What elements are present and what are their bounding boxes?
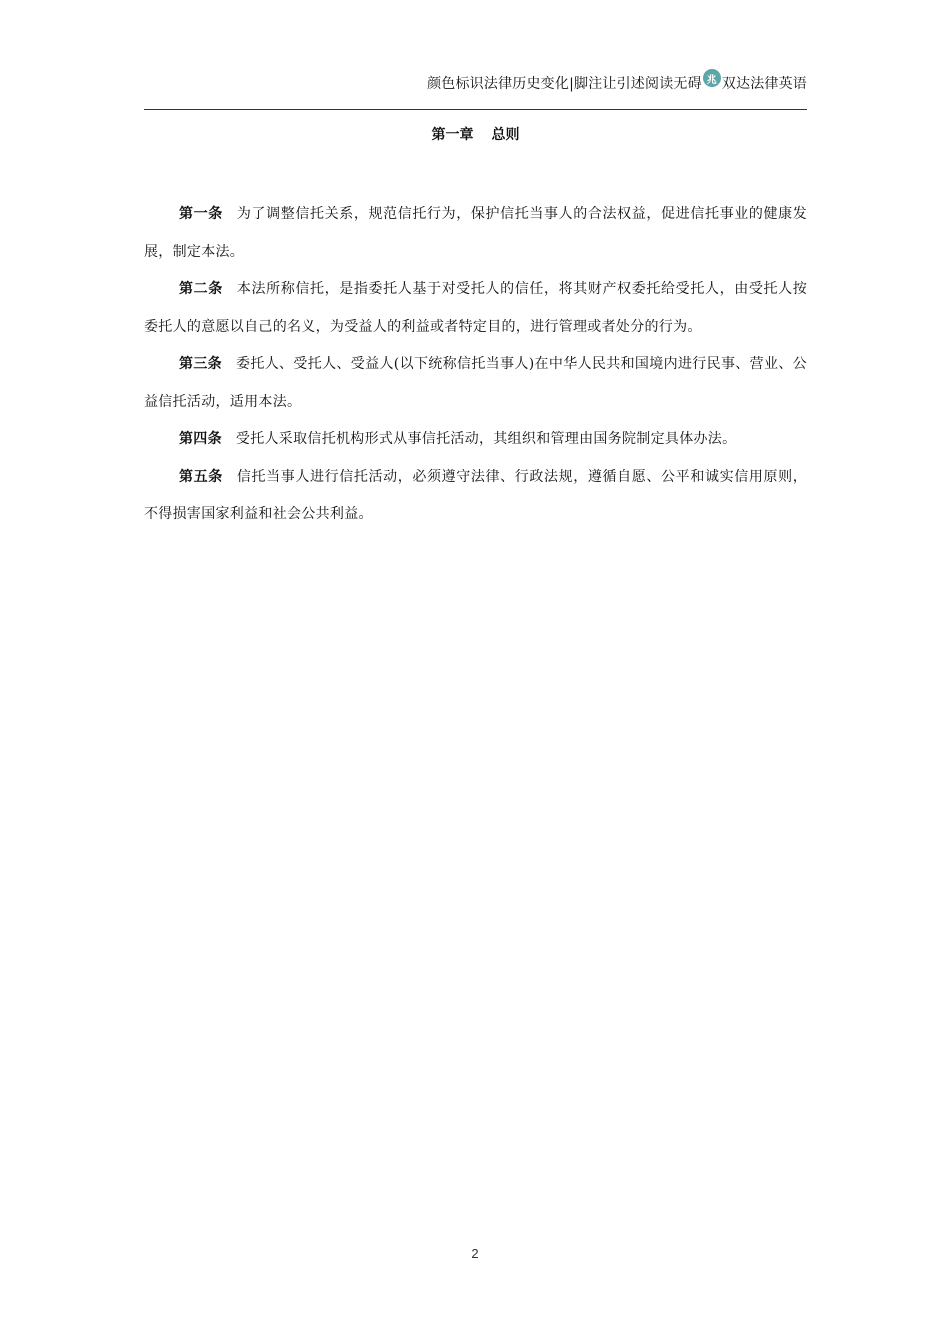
page-header <box>144 70 807 96</box>
article-number: 第二条 <box>179 281 223 297</box>
article-number: 第五条 <box>179 468 223 485</box>
header-divider <box>144 109 807 110</box>
page-number: 2 <box>471 1246 479 1261</box>
article-text: 委托人、受托人、受益人(以下统称信托当事人)在中华人民共和国境内进行民事、营业、公益信托活动，适用本法。 <box>144 356 807 410</box>
article-number: 第三条 <box>179 356 223 372</box>
article-text: 本法所称信托，是指委托人基于对受托人的信任，将其财产权委托给受托人，由受托人按委托人的意愿以自己的名义，为受益人的利益或者特定目的，进行管理或者处分的行为。 <box>144 281 807 335</box>
brand-logo-icon: 兆 <box>703 69 721 87</box>
article-1 <box>144 196 807 271</box>
article-text: 为了调整信托关系，规范信托行为，保护信托当事人的合法权益，促进信托事业的健康发展，制定本法。 <box>144 206 807 260</box>
chapter-heading <box>144 125 807 145</box>
article-text: 受托人采取信托机构形式从事信托活动，其组织和管理由国务院制定具体办法。 <box>235 431 737 447</box>
header-tagline: 颜色标识法律历史变化|脚注让引述阅读无碍 <box>427 76 702 92</box>
article-2 <box>144 271 807 346</box>
article-number: 第四条 <box>179 431 222 447</box>
chapter-number: 第一章 <box>431 127 474 143</box>
article-list <box>144 196 807 534</box>
article-number: 第一条 <box>179 206 223 222</box>
chapter-title: 总则 <box>491 127 520 143</box>
article-4 <box>144 421 807 459</box>
article-5 <box>144 459 807 534</box>
article-3 <box>144 346 807 421</box>
header-brand-name: 双达法律英语 <box>721 76 807 92</box>
article-text: 信托当事人进行信托活动，必须遵守法律、行政法规，遵循自愿、公平和诚实信用原则，不得损害国家利益和社会公共利益。 <box>144 468 807 522</box>
